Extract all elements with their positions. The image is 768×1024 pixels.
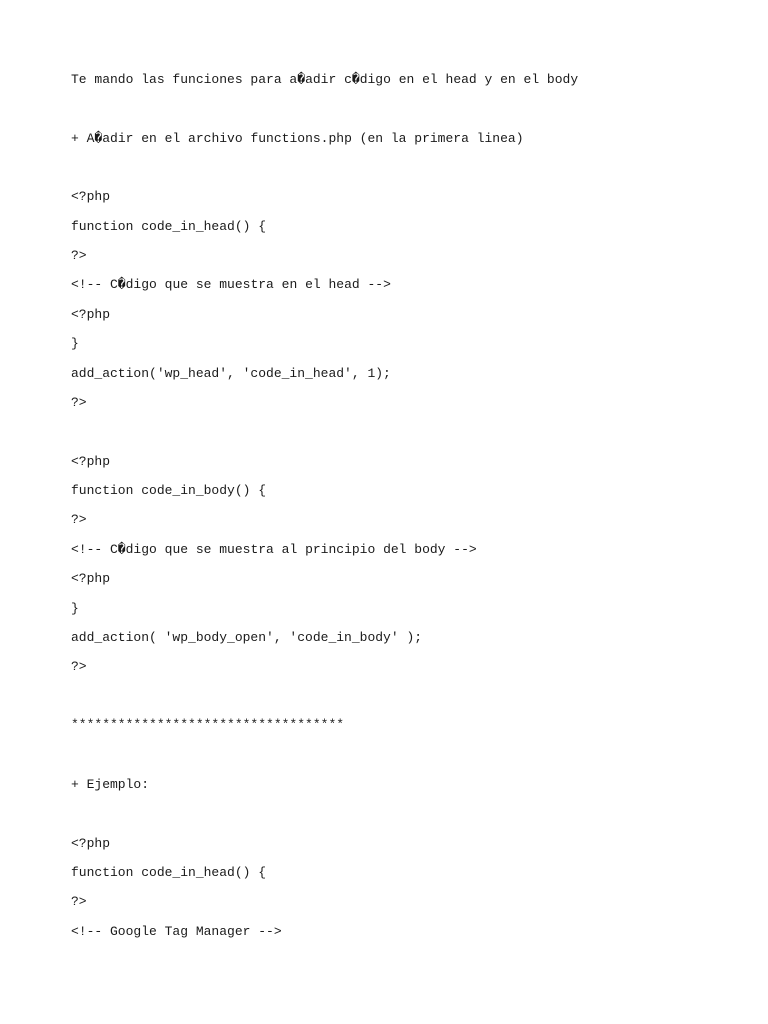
text-line-intro: Te mando las funciones para a�adir c�digo en el head y en el body [71,72,579,87]
code-line: } [71,601,79,616]
code-line: <!-- Google Tag Manager --> [71,924,282,939]
code-line: ?> [71,512,87,527]
code-line: add_action( 'wp_body_open', 'code_in_body' ); [71,630,423,645]
code-line: <?php [71,836,111,851]
code-line: ?> [71,248,87,263]
code-line: <?php [71,189,111,204]
text-line-instruction: + A�adir en el archivo functions.php (en la primera linea) [71,131,524,146]
text-line-example: + Ejemplo: [71,777,150,792]
code-line: ?> [71,395,87,410]
code-line: <!-- C�digo que se muestra al principio del body --> [71,542,477,557]
code-line: function code_in_head() { [71,219,267,234]
code-line: <?php [71,454,111,469]
code-line: } [71,336,79,351]
code-line: <?php [71,571,111,586]
code-line: <?php [71,307,111,322]
code-line: add_action('wp_head', 'code_in_head', 1); [71,366,391,381]
separator-line: *********************************** [71,717,345,732]
code-line: function code_in_body() { [71,483,267,498]
code-line: function code_in_head() { [71,865,267,880]
code-line: ?> [71,659,87,674]
code-line: ?> [71,894,87,909]
code-line: <!-- C�digo que se muestra en el head --> [71,277,391,292]
